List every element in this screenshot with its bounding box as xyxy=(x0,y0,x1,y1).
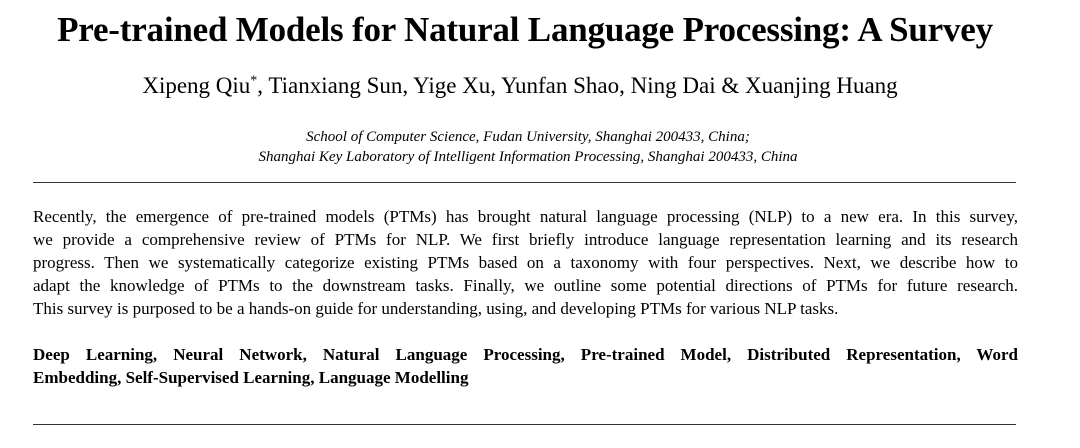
author-list xyxy=(0,71,1040,101)
paper-title: Pre-trained Models for Natural Language Processing: A Survey xyxy=(57,10,993,49)
top-divider xyxy=(33,182,1016,183)
affiliation-line: School of Computer Science, Fudan University, Shanghai 200433, China; xyxy=(306,129,750,145)
corresponding-author-mark: * xyxy=(250,73,258,89)
abstract-line: we provide a comprehensive review of PTMs for NLP. We first briefly introduce language representation learning and its research xyxy=(33,230,1018,249)
abstract-line: progress. Then we systematically categorize existing PTMs based on a taxonomy with four perspectives. Next, we describe how to xyxy=(33,253,1018,272)
abstract-line: adapt the knowledge of PTMs to the downstream tasks. Finally, we outline some potential directions of PTMs for future research. xyxy=(33,276,1018,295)
first-author: Xipeng Qiu xyxy=(142,73,251,98)
abstract-line: This survey is purposed to be a hands-on guide for understanding, using, and developing PTMs for various NLP tasks. xyxy=(33,299,839,318)
keywords-line: Embedding, Self-Supervised Learning, Language Modelling xyxy=(33,368,469,387)
bottom-divider xyxy=(33,424,1016,425)
keywords-line: Deep Learning, Neural Network, Natural Language Processing, Pre-trained Model, Distributed Representation, Word xyxy=(33,345,1018,364)
abstract xyxy=(33,205,1018,320)
other-authors: , Tianxiang Sun, Yige Xu, Yunfan Shao, Ning Dai & Xuanjing Huang xyxy=(257,73,898,98)
affiliation-line: Shanghai Key Laboratory of Intelligent Information Processing, Shanghai 200433, China xyxy=(258,149,798,165)
keywords xyxy=(33,343,1018,389)
abstract-line: Recently, the emergence of pre-trained models (PTMs) has brought natural language processing (NLP) to a new era. In this survey, xyxy=(33,207,1018,226)
